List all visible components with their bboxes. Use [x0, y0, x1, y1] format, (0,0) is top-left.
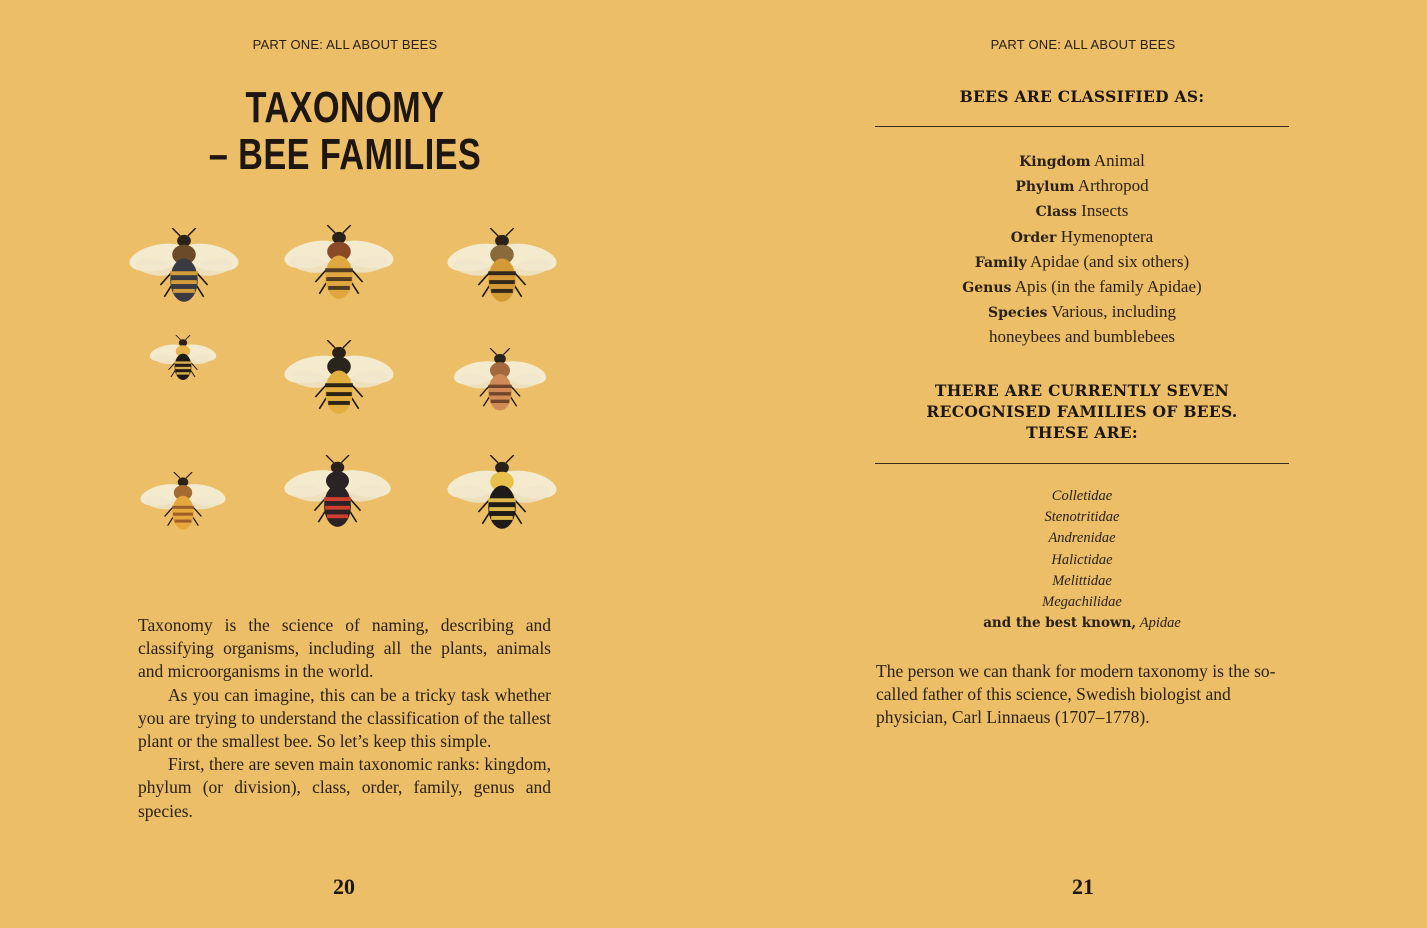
- classification-row: [875, 300, 1289, 325]
- rank-label: Kingdom: [1019, 154, 1091, 170]
- paragraph: As you can imagine, this can be a tricky task whether you are trying to understand the classification of the tallest plant or the smallest bee. So let’s keep this simple.: [138, 684, 551, 752]
- classification-row: [875, 174, 1289, 199]
- classification-row: [875, 199, 1289, 224]
- rank-label: Order: [1010, 229, 1057, 246]
- rank-label: Family: [974, 254, 1027, 271]
- classification-row: [875, 275, 1289, 300]
- bee-icon: [280, 455, 395, 532]
- classification-row: [875, 225, 1289, 250]
- bee-icon: [147, 335, 219, 383]
- family-last-name: Apidae: [1139, 615, 1181, 632]
- rank-label: Phylum: [1015, 179, 1075, 196]
- paragraph: First, there are seven main taxonomic ranks: kingdom, phylum (or division), class, order, family, genus and species.: [138, 754, 551, 821]
- divider: [875, 126, 1289, 127]
- bee-icon: [280, 340, 398, 419]
- family-name-last: [875, 613, 1289, 634]
- title-line-1: TAXONOMY: [245, 83, 445, 132]
- rank-value: Apidae (and six others): [1026, 251, 1190, 271]
- rank-label: Species: [987, 305, 1048, 322]
- paragraph: The person we can thank for modern taxonomy is the so-called father of this science, Swedish biologist and physician, Carl Linnaeus (1707–1778).: [876, 661, 1276, 728]
- page-number: 21: [1072, 874, 1094, 899]
- paragraph: Taxonomy is the science of naming, describing and classifying organisms, including all the plants, animals and microorganisms in the world.: [138, 615, 551, 682]
- heading-line: THESE ARE:: [1026, 423, 1138, 442]
- rank-value: Arthropod: [1074, 176, 1149, 196]
- rank-value: Apis (in the family Apidae): [1011, 277, 1202, 297]
- family-name: Stenotritidae: [1044, 509, 1120, 526]
- bee-icon: [280, 225, 398, 304]
- title-line-2: – BEE FAMILIES: [208, 130, 482, 179]
- classification-row: [875, 149, 1289, 174]
- family-name: Colletidae: [1051, 488, 1113, 504]
- family-name: Halictidae: [1051, 551, 1113, 568]
- classification-list: [875, 149, 1289, 349]
- bee-icon: [443, 228, 561, 307]
- left-page: [0, 0, 713, 928]
- page-number: 20: [333, 874, 355, 899]
- running-head: PART ONE: ALL ABOUT BEES: [990, 37, 1176, 52]
- section-heading-classified: BEES ARE CLASSIFIED AS:: [959, 87, 1205, 106]
- right-page: [713, 0, 1427, 928]
- closing-paragraph: [876, 660, 1289, 730]
- family-name: Megachilidae: [1042, 594, 1122, 611]
- family-last-prefix: and the best known,: [983, 615, 1137, 632]
- heading-line: THERE ARE CURRENTLY SEVEN: [934, 381, 1230, 400]
- family-name: Andrenidae: [1048, 530, 1116, 547]
- running-head: PART ONE: ALL ABOUT BEES: [252, 37, 438, 52]
- rank-value: Insects: [1076, 201, 1129, 221]
- heading-line: RECOGNISED FAMILIES OF BEES.: [926, 402, 1238, 421]
- bee-illustration-grid: [125, 220, 570, 540]
- classification-continuation: honeybees and bumblebees: [989, 327, 1175, 347]
- rank-value: Animal: [1090, 151, 1145, 170]
- bee-icon: [125, 228, 243, 307]
- family-list: [875, 486, 1289, 634]
- section-heading-families: [875, 380, 1289, 443]
- family-name: Melittidae: [1052, 572, 1112, 589]
- bee-icon: [450, 348, 550, 415]
- divider: [875, 463, 1289, 464]
- rank-label: Class: [1035, 204, 1077, 221]
- rank-value: Hymenoptera: [1056, 226, 1154, 246]
- bee-icon: [137, 472, 229, 533]
- rank-value: Various, including: [1047, 302, 1177, 322]
- bee-icon: [443, 455, 561, 534]
- body-text: [138, 614, 551, 823]
- rank-label: Genus: [962, 280, 1012, 297]
- classification-row: [875, 250, 1289, 275]
- page-title: [170, 84, 521, 178]
